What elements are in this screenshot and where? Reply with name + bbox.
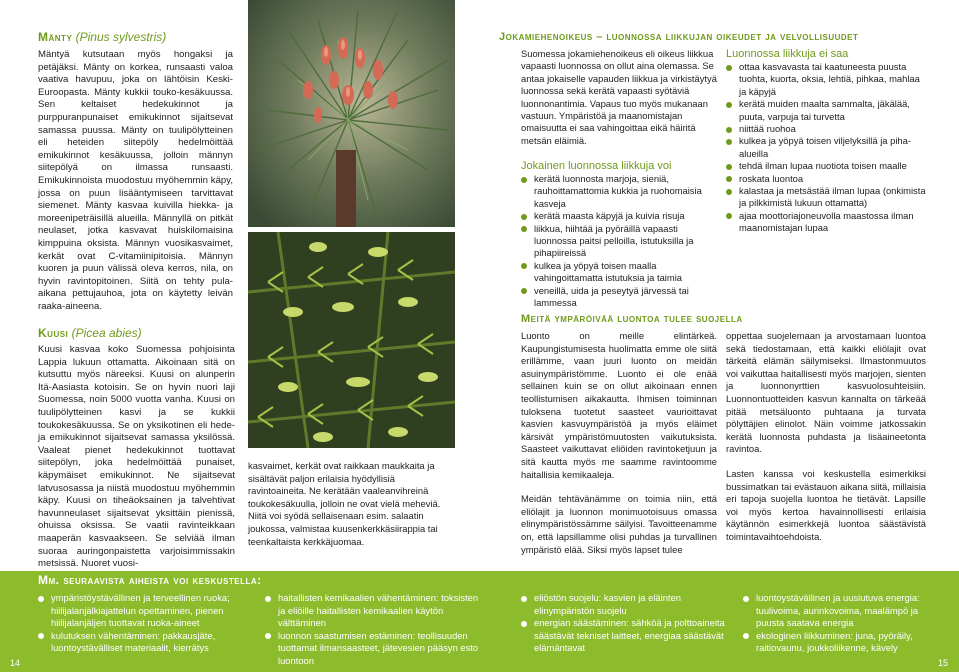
paragraph: oppettaa suojelemaan ja arvostamaan luontoa sekä tiedostamaan, että kaikki eliölajit ovat tärkeitä elämän säilymiseksi. Ilmastonmuutos voi vaikuttaa haitallisesti myös marjojen, sienten ja luonnonyrttien kasvuolosuhteisiin. Luonnontuotteiden kasvun kannalta on tärkeää pitää metsäluonto puhtaana ja turvata pölyttäjien elinolot. Näin voimme jatkossakin kerätä luonnosta puhdasta ja lisäaineetonta ravintoa.: [726, 330, 926, 455]
list-item: ottaa kasvavasta tai kaatuneesta puusta tuohta, kuorta, oksia, lehtiä, pihkaa, mahlaa ja käpyjä: [726, 61, 926, 98]
kuusi-paragraph: Kuusi kasvaa koko Suomessa pohjoisinta Lappia lukuun ottamatta. Aikoinaan sitä on kutsuttu myös näreeksi. Kuusi on alunperin Itä-Aasiasta kotoisin. Se on hyvin nuori laji Suomessa, noin 5000 vuotta vanha. Kuusi on tuulipölytteinen kasvi ja se kukkii toukokesäkuussa. Se on yksikotinen eli hede- ja emikukinnot sijaitsevat samassa yksilössä. Vaaleat pienet hedekukinnot tuottavat siitepölyn, joka hedelmöittää punaiset, käpymäiset emikukinnot. Ne sijaitsevat latvusosassa ja niistä muodostuu myöhemmin käpy. Kuusi on tiheäoksainen ja talvehtivat havunneulaset sijaitsevat yksittäin pienissä, ohuissa oksissa. Se vaatii ravinteikkaan maaperän kasvaakseen. Se selviää ilman suoraa auringonpaistetta varjoisimmissakin metsissä. Nuoret vuosi-: [38, 344, 235, 570]
discussion-topics-heading: Mm. seuraavista aiheista voi keskustella:: [38, 573, 262, 587]
protect-nature-column-1: [521, 330, 717, 568]
jokamiehenoikeus-heading: Jokamiehenoikeus – luonnossa liikkujan oikeudet ja velvollisuudet: [499, 31, 859, 43]
rights-list: [521, 173, 721, 309]
list-item: roskata luontoa: [726, 173, 926, 185]
paragraph: Meidän tehtävänämme on toimia niin, että eliölajit ja luonnon monimuotoisuus omassa elinympäristössämme säilyisi. Tavoitteenamme on, että lapsillamme olisi puhdas ja turvallinen ympäristö elää. Siksi myös lapset tulee: [521, 493, 717, 555]
manty-heading: Mänty (Pinus sylvestris): [38, 30, 167, 44]
topics-column-2: [265, 592, 480, 668]
topics-column-4: [743, 592, 943, 655]
spruce-branch-photo: [248, 232, 455, 448]
list-item: ajaa moottoriajoneuvolla maastossa ilman maanomistajan lupaa: [726, 210, 926, 235]
topics-column-1: [38, 592, 253, 655]
list-item: kulutuksen vähentäminen: pakkausjäte, luontoystävälliset materiaalit, kierrätys: [38, 630, 253, 655]
topics-column-3: [521, 592, 731, 655]
list-item: kerätä luonnosta marjoja, sieniä, rauhoittamattomia kukkia ja ruohomaisia kasveja: [521, 173, 721, 210]
list-item: luonnon saastumisen estäminen: teollisuuden tuottamat ilmansaasteet, jätevesien pääsyn esto luontoon: [265, 630, 480, 668]
forbidden-list: [726, 61, 926, 235]
list-item: eliöstön suojelu: kasvien ja eläinten elinympäristön suojelu: [521, 592, 731, 617]
list-item: liikkua, hiihtää ja pyöräillä vapaasti luonnossa paitsi pelloilla, istutuksilla ja pihapiireissä: [521, 223, 721, 260]
list-item: kulkea ja yöpyä toisen viljelyksillä ja piha-alueilla: [726, 135, 926, 160]
protect-nature-column-2: [726, 330, 926, 556]
list-item: tehdä ilman lupaa nuotiota toisen maalle: [726, 160, 926, 172]
forbidden-subheading: Luonnossa liikkuja ei saa: [726, 48, 849, 60]
list-item: luontoystävällinen ja uusiutuva energia: tuulivoima, aurinkovoima, maalämpö ja puusta saatava energia: [743, 592, 943, 630]
page-number-left: 14: [10, 658, 21, 668]
list-item: ympäristöystävällinen ja terveellinen ruoka; hiilijalanjälkiajattelun opettaminen, pienen hiilijalanjäljen tuottavat ruoka-aineet: [38, 592, 253, 630]
paragraph: Luonto on meille elintärkeä. Kaupungistumisesta huolimatta emme ole siitä erillämme, vaan juuri luonto on meidän asuinympäristömme. Luonto ei ole enää sellainen kuin se on ollut aikoinaan ennen teollistumisen aikakautta. Ihmisen toiminnan tuloksena tuotetut saasteet vaurioittavat kasvien kasvuympäristöä ja myös eläimet kärsivät ympäristömuutosten vaikutuksista. Saasteet vaikuttavat eliöiden ravintoketjuun ja sitä kautta myös me saamme ravintoomme haitallisia kemikaaleja.: [521, 330, 717, 480]
list-item: kulkea ja yöpyä toisen maalla vahingoittamatta istutuksia ja taimia: [521, 260, 721, 285]
list-item: haitallisten kemikaalien vähentäminen: toksisten ja eliöille haitallisten kemikaalien käytön välttäminen: [265, 592, 480, 630]
list-item: kerätä muiden maalta sammalta, jäkälää, puuta, varpuja tai turvetta: [726, 98, 926, 123]
list-item: ekologinen liikkuminen: juna, pyöräily, raitiovaunu, joukkoliikenne, kävely: [743, 630, 943, 655]
rights-subheading: Jokainen luonnossa liikkuja voi: [521, 160, 672, 172]
list-item: veneillä, uida ja peseytyä järvessä tai lammessa: [521, 285, 721, 310]
kuusi-heading: Kuusi (Picea abies): [38, 326, 142, 340]
page-number-right: 15: [938, 658, 949, 668]
protect-nature-heading: Meitä ympäröivää luontoa tulee suojella: [521, 313, 743, 325]
list-item: kalastaa ja metsästää ilman lupaa (onkimista ja pilkkimistä lukuun ottamatta): [726, 185, 926, 210]
jokamiehenoikeus-paragraph: Suomessa jokamiehenoikeus eli oikeus liikkua vapaasti luonnossa on ollut aina olemassa. Se antaa jokaiselle vapauden liikkua ja virkistäytyä luonnossa sekä kerätä vapaasti syötäviä luonnonantimia. Vapaus tuo myös mukanaan vastuun. Ympäristöä ja maanomistajan omaisuutta ei saa vahingoittaa eikä häiritä metsän eläimiä.: [521, 48, 717, 146]
list-item: niittää ruohoa: [726, 123, 926, 135]
list-item: kerätä maasta käpyjä ja kuivia risuja: [521, 210, 721, 222]
paragraph: Lasten kanssa voi keskustella esimerkiksi bussimatkan tai evästauon aikana siitä, millaisia eri tapoja suojella luontoa he tietävät. Lapsille voi myös kertoa havainnollisesti erilaisia käytännön esimerkkejä luontoa säästävistä toimintavaihtoehdoista.: [726, 467, 926, 542]
list-item: energian säästäminen: sähköä ja polttoaineita säästävät tekniset laitteet, energiaa säästävät elämäntavat: [521, 617, 731, 655]
kuusi-paragraph-continued: kasvaimet, kerkät ovat raikkaan maukkaita ja sisältävät paljon erilaisia hyödyllisiä ravintoaineita. Ne kerätään vaaleanvihreinä toukokesäkuulla, jolloin ne ovat vielä meheviä. Niitä voi syödä sellaisenaan esim. salaatin joukossa, valmistaa kuusenkerkkäsiirappia tai teenkaltaista kerkkäjuomaa.: [248, 460, 441, 547]
manty-paragraph: Mäntyä kutsutaan myös hongaksi ja petäjäksi. Mänty on korkea, runsaasti valoa vaativa havupuu, joka on lähtöisin Keski-Euroopasta. Mänty kukkii touko-kesäkuussa. Sen keltaiset hedekukinnot ja purppuranpunaiset emikukinnot sijaitsevat samassa puussa. Mänty on tuulipölytteinen eli heteiden siitepöly hedelmöittää emikukinnot kesäkuussa, jolloin männyn siitepölyä on ilmassa runsaasti. Emikukinnoista muodostuu myöhemmin käpy, jossa on puun lisääntymiseen tarvittavat siemenet. Mänty kasvaa kuivilla hiekka- ja moreenipeträisillä alueilla. Männyllä on pitkät neulaset, jotka kasvavat huiskilomaisina kimppuina oksista. Männyn vuosikasvaimet, kerkät ovat C-vitamiinipitoisia. Männyn kuoren ja puun välissä oleva kerros, nila, on hyvin ravintopitoinen. Siitä on tehty pula-aikana pettujauhoa, jota on käytetty leivän raaka-aineena.: [38, 49, 233, 312]
pine-branch-photo: [248, 0, 455, 227]
